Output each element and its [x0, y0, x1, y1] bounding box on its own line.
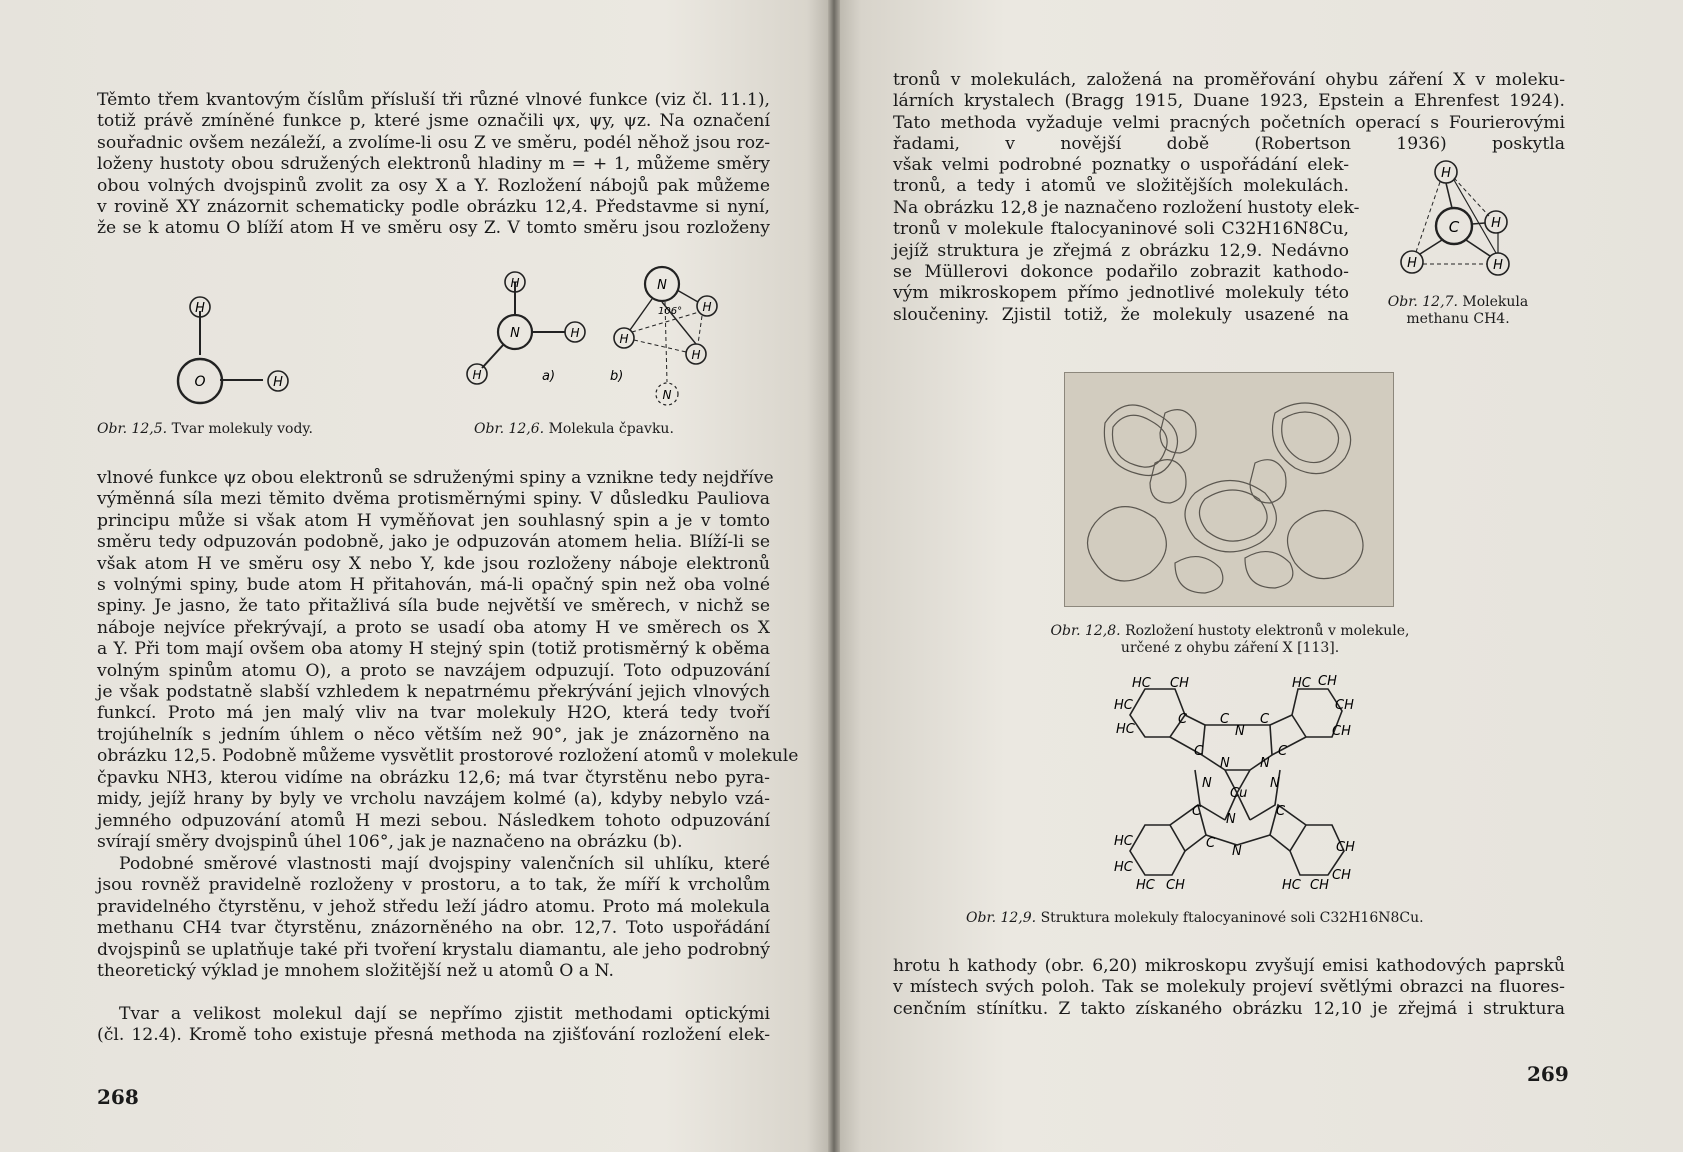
- caption-text: Struktura molekuly ftalocyaninové soli C32H16N8Cu.: [1040, 910, 1424, 926]
- text-line: principu může si však atom H vyměňovat jen souhlasný spin a je v tomto: [97, 510, 770, 531]
- text-line: tronů v molekulách, založená na proměřování ohybu záření X v moleku-: [893, 70, 1565, 90]
- text-line: Na obrázku 12,8 je naznačeno rozložení hustoty elek-: [893, 197, 1360, 218]
- text-line: však atom H ve směru osy X nebo Y, kde jsou rozloženy náboje elektronů: [97, 553, 770, 574]
- atom-label: N: [1260, 756, 1270, 771]
- text-line: se Müllerovi dokonce podařilo zobrazit kathodo-: [893, 262, 1349, 283]
- right-paragraph-1-continued: [893, 155, 1360, 326]
- figure-phthalocyanine-structure: [1110, 675, 1370, 905]
- text-line: jejíž struktura je zřejmá z obrázku 12,9. Nedávno: [893, 240, 1349, 261]
- text-line: v rovině XY znázornit schematicky podle obrázku 12,4. Představme si nyní,: [97, 197, 770, 218]
- caption-text: methanu CH4.: [1406, 311, 1510, 327]
- atom-label: CH: [1166, 878, 1185, 893]
- book-gutter: [828, 0, 840, 1152]
- atom-label: CH: [1318, 675, 1337, 689]
- text-line: totiž právě zmíněné funkce p, které jsme označili ψx, ψy, ψz. Na označení: [97, 111, 770, 132]
- text-line: funkcí. Proto má jen malý vliv na tvar molekuly H2O, která tedy tvoří: [97, 703, 770, 724]
- atom-label: C: [1178, 712, 1188, 727]
- atom-label: HC: [1116, 722, 1135, 737]
- atom-label: N: [1232, 844, 1242, 859]
- text-line: vým mikroskopem přímo jednotlivé molekuly této: [893, 283, 1349, 304]
- figure-ammonia-molecule: [462, 262, 722, 412]
- caption-text: Tvar molekuly vody.: [171, 421, 313, 437]
- text-line: Tato methoda vyžaduje velmi pracných početních operací s Fourierovými: [893, 112, 1565, 133]
- atom-label: N: [657, 278, 667, 293]
- text-line: sloučeniny. Zjistil totiž, že molekuly usazené na: [893, 304, 1349, 325]
- text-line: volným spinům atomu O), a proto se navzájem odpuzují. Toto odpuzování: [97, 660, 770, 681]
- atom-label: HC: [1114, 834, 1133, 849]
- text-line: loženy hustoty obou sdružených elektronů hladiny m = + 1, můžeme směry: [97, 154, 770, 175]
- atom-label: N: [1202, 776, 1212, 791]
- atom-label: H: [1407, 256, 1417, 271]
- text-line: jsou rovněž pravidelně rozloženy v prostoru, a to tak, že míří k vrcholům: [97, 875, 770, 896]
- left-paragraph-4: [97, 1004, 770, 1047]
- atom-label: CH: [1170, 676, 1189, 691]
- right-paragraph-2: [893, 956, 1565, 1020]
- text-line: výměnná síla mezi těmito dvěma protisměrnými spiny. V důsledku Pauliova: [97, 489, 770, 510]
- text-line: lárních krystalech (Bragg 1915, Duane 1923, Epstein a Ehrenfest 1924).: [893, 91, 1565, 112]
- atom-label: H: [1493, 258, 1503, 273]
- text-line: Těmto třem kvantovým číslům přísluší tři různé vlnové funkce (viz čl. 11.1),: [97, 90, 770, 110]
- text-line: a Y. Při tom mají ovšem oba atomy H stejný spin (totiž protisměrný k oběma: [97, 639, 770, 660]
- text-line: směru tedy odpuzován podobně, jako je odpuzován atomem helia. Blíží-li se: [97, 532, 770, 553]
- atom-label: C: [1206, 836, 1216, 851]
- text-line: s volnými spiny, bude atom H přitahován, má-li opačný spin než oba volné: [97, 575, 770, 596]
- atom-label: Cu: [1230, 786, 1248, 801]
- atom-label: N: [510, 326, 520, 341]
- atom-label: H: [1491, 216, 1501, 231]
- atom-label: C: [1220, 712, 1230, 727]
- atom-label: H: [1441, 166, 1451, 181]
- atom-label: N: [1235, 724, 1245, 739]
- left-paragraph-2: [97, 468, 799, 853]
- text-line: náboje nejvíce překrývají, a proto se usadí oba atomy H ve směrech os X: [97, 617, 770, 638]
- atom-label: C: [1278, 744, 1288, 759]
- text-line: vlnové funkce ψz obou elektronů se sdruženými spiny a vznikne tedy nejdříve: [97, 468, 774, 488]
- text-line: souřadnic ovšem nezáleží, a zvolíme-li osu Z ve směru, podél něhož jsou roz-: [97, 132, 770, 153]
- page-number-right: 269: [1527, 1062, 1569, 1086]
- atom-label: C: [1194, 744, 1204, 759]
- atom-label: N: [1270, 776, 1280, 791]
- figure-7-caption: [1373, 294, 1543, 328]
- atom-label: H: [619, 332, 629, 346]
- atom-label: CH: [1310, 878, 1329, 893]
- atom-label: CH: [1335, 698, 1354, 713]
- text-line: pravidelného čtyrstěnu, v jehož středu leží jádro atomu. Proto má molekula: [97, 896, 770, 917]
- text-line: theoretický výklad je mnohem složitější než u atomů O a N.: [97, 961, 614, 982]
- text-line: hrotu h kathody (obr. 6,20) mikroskopu zvyšují emisi kathodových paprsků: [893, 956, 1565, 976]
- figure-sublabel: a): [542, 369, 556, 384]
- text-line: trojúhelník s jedním úhlem o něco větším než 90°, jak je znázorněno na: [97, 724, 770, 745]
- left-paragraph-3: [97, 854, 770, 982]
- caption-label: Obr. 12,5.: [97, 421, 168, 437]
- atom-label: C: [1192, 804, 1202, 819]
- atom-label: C: [1260, 712, 1270, 727]
- text-line: obou volných dvojspinů zvolit za osy X a Y. Rozložení nábojů pak můžeme: [97, 175, 770, 196]
- atom-label: H: [472, 368, 482, 382]
- figure-water-molecule: [160, 285, 310, 415]
- electron-density-photo: [1064, 372, 1394, 607]
- left-paragraph-1: [97, 90, 770, 240]
- text-line: řadami, v novější době (Robertson 1936) poskytla: [893, 134, 1565, 155]
- figure-8-caption: [1020, 623, 1440, 657]
- figure-sublabel: b): [610, 369, 624, 384]
- page-number-left: 268: [97, 1085, 139, 1109]
- text-line: svírají směry dvojspinů úhel 106°, jak je naznačeno na obrázku (b).: [97, 831, 683, 852]
- electron-density-contours: [1065, 373, 1393, 606]
- caption-label: Obr. 12,9.: [966, 910, 1037, 926]
- atom-label: C: [1448, 218, 1460, 236]
- figure-5-caption: [97, 421, 313, 438]
- atom-label: CH: [1336, 840, 1355, 855]
- text-line: cenčním stínítku. Z takto získaného obrázku 12,10 je zřejmá i struktura: [893, 998, 1565, 1019]
- atom-label: H: [510, 276, 520, 290]
- atom-label: HC: [1136, 878, 1155, 893]
- atom-label: H: [702, 300, 712, 314]
- right-paragraph-1: [893, 70, 1565, 156]
- caption-label: Obr. 12,8.: [1050, 623, 1121, 639]
- text-line: tronů, a tedy i atomů ve složitějších molekulách.: [893, 176, 1349, 197]
- angle-label: 106°: [658, 306, 683, 317]
- atom-label: CH: [1332, 868, 1351, 883]
- atom-label: N: [662, 388, 672, 402]
- figure-9-caption: [966, 910, 1424, 927]
- atom-label: N: [1220, 756, 1230, 771]
- caption-text: Rozložení hustoty elektronů v molekule,: [1125, 623, 1410, 639]
- atom-label: HC: [1114, 860, 1133, 875]
- atom-label: H: [195, 301, 205, 316]
- atom-label: H: [570, 326, 580, 340]
- caption-label: Obr. 12,6.: [474, 421, 545, 437]
- atom-label: HC: [1114, 698, 1133, 713]
- atom-label: CH: [1332, 724, 1351, 739]
- caption-text: určené z ohybu záření X [113].: [1120, 640, 1340, 656]
- caption-text: Molekula čpavku.: [548, 421, 674, 437]
- text-line: však velmi podrobné poznatky o uspořádání elek-: [893, 155, 1349, 175]
- text-line: čpavku NH3, kterou vidíme na obrázku 12,6; má tvar čtyrstěnu nebo pyra-: [97, 767, 770, 788]
- atom-label: HC: [1132, 676, 1151, 691]
- caption-label: Obr. 12,7.: [1387, 294, 1458, 310]
- text-line: midy, jejíž hrany by byly ve vrcholu navzájem kolmé (a), kdyby nebylo vzá-: [97, 789, 770, 810]
- atom-label: O: [194, 374, 206, 390]
- atom-label: H: [273, 375, 283, 390]
- text-line: Podobné směrové vlastnosti mají dvojspiny valenčních sil uhlíku, které: [119, 854, 770, 874]
- atom-label: H: [691, 348, 701, 362]
- text-line: Tvar a velikost molekul dají se nepřímo zjistit methodami optickými: [119, 1004, 770, 1024]
- text-line: je však podstatně slabší vzhledem k nepatrnému překrývání jejich vlnových: [97, 682, 770, 703]
- atom-label: N: [1226, 812, 1236, 827]
- figure-methane-molecule: [1392, 158, 1522, 283]
- text-line: (čl. 12.4). Kromě toho existuje přesná methoda na zjišťování rozložení elek-: [97, 1025, 770, 1046]
- text-line: jemného odpuzování atomů H mezi sebou. Následkem tohoto odpuzování: [97, 810, 770, 831]
- text-line: dvojspinů se uplatňuje také při tvoření krystalu diamantu, ale jeho podrobný: [97, 939, 770, 960]
- atom-label: C: [1276, 804, 1286, 819]
- figure-6-caption: [474, 421, 674, 438]
- text-line: že se k atomu O blíží atom H ve směru osy Z. V tomto směru jsou rozloženy: [97, 218, 770, 239]
- caption-text: Molekula: [1462, 294, 1529, 310]
- atom-label: HC: [1282, 878, 1301, 893]
- atom-label: HC: [1292, 676, 1311, 691]
- text-line: methanu CH4 tvar čtyrstěnu, znázorněného na obr. 12,7. Toto uspořádání: [97, 918, 770, 939]
- text-line: v místech svých poloh. Tak se molekuly projeví světlými obrazci na fluores-: [893, 977, 1565, 998]
- text-line: spiny. Je jasno, že tato přitažlivá síla bude největší ve směrech, v nichž se: [97, 596, 770, 617]
- text-line: obrázku 12,5. Podobně můžeme vysvětlit prostorové rozložení atomů v molekule: [97, 746, 799, 767]
- text-line: tronů v molekule ftalocyaninové soli C32H16N8Cu,: [893, 219, 1349, 240]
